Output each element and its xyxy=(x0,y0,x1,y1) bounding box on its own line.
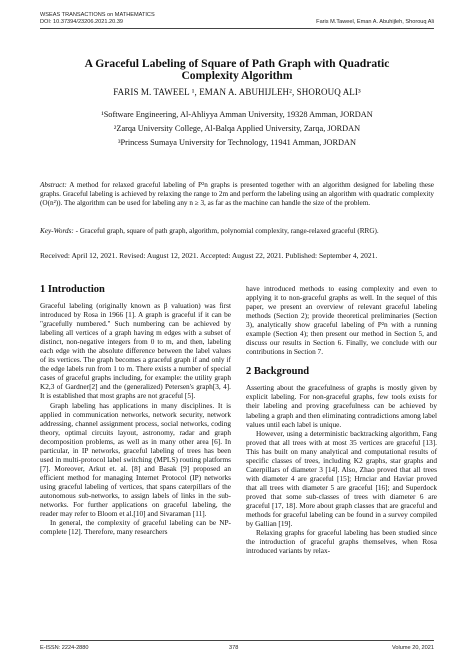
title-line-1: A Graceful Labeling of Square of Path Graph with Quadratic xyxy=(84,57,390,70)
title-line-2: Complexity Algorithm xyxy=(181,69,293,82)
paper-title xyxy=(40,58,434,82)
footer-volume: Volume 20, 2021 xyxy=(392,645,434,651)
header-rule xyxy=(40,28,434,29)
doi: DOI: 10.37394/23206.2021.20.39 xyxy=(40,19,124,25)
paragraph: Asserting about the gracefulness of graphs is mostly given by explicit labeling. For non-graceful graphs, few tools exists for their labeling and proving gracefulness can be achieved by labeling a graph and then eliminating contradictions among label values until each label is unique. xyxy=(246,383,437,429)
left-column xyxy=(40,284,231,536)
keywords xyxy=(40,227,434,236)
abstract xyxy=(40,181,434,208)
paragraph: Graph labeling has applications in many disciplines. It is applied in communication networks, network security, network addressing, channel assignment process, social networks, coding theory, optimal circuits layout, astronomy, radar and graph decomposition problems, as well as in many other area [6]. In particular, in IP networks, graceful labeling of trees has been used in multi-protocol label switching (MPLS) routing platforms [7]. Moreover, Arkut et. al. [8] and Basak [9] proposed an efficient method for managing Internet Protocol (IP) networks using graceful labeling of vertices, that spans caterpillars of the autonomous sub-networks, to assign labels of links in the sub-networks. For further applications on graceful labeling, the reader may refer to Bloom et al.[10] and Sivaraman [11]. xyxy=(40,400,231,519)
abstract-label: Abstract: xyxy=(40,181,67,189)
paragraph: In general, the complexity of graceful labeling can be NP-complete [12]. Therefore, many researchers xyxy=(40,518,231,537)
section-heading-introduction: 1 Introduction xyxy=(40,284,105,295)
paragraph: have introduced methods to easing complexity and even to applying it to non-graceful graphs as well. In the sequel of this paper, we present an overview of relevant graceful labeling methods (Section 2); provide theoretical preliminaries (Section 3), analytically show graceful labeling of P²n with a running example (Section 4); then present our method in Section 5, and discuss our results in Section 6. Finally, we conclude with our contributions in Section 7. xyxy=(246,284,437,357)
paragraph: However, using a deterministic backtracking algorithm, Fang proved that all trees with at most 35 vertices are graceful [13]. This has built on many analytical and computational results of specific classes of trees, including K2 graphs, star graphs and Caterpillars of diameter 3 [14]. Also, Zhao proved that all trees with diameter 4 are graceful [15]; Hrnciar and Haviar proved that all trees with diameter 5 are graceful [16]; and Superdock proved that some sub-classes of trees with diameter 6 are graceful [17, 18]. More about graph classes that are graceful and methods for graceful labeling can be found in a survey compiled by Gallian [19]. xyxy=(246,428,437,529)
affiliation-2: ²Zarqa University College, Al-Balqa Applied University, Zarqa, JORDAN xyxy=(113,124,361,133)
footer-issn: E-ISSN: 2224-2880 xyxy=(40,645,89,651)
paragraph: Graceful labeling (originally known as β valuation) was first introduced by Rosa in 1966 [1]. A graph is graceful if it can be "gracefully numbered." Such numbering can be achieved by labeling all vertices of a graph having m edges with a subset of distinct, non-negative integers from 0 to m, and then, labeling each edge with the absolute difference between the label values of its vertices. The graph becomes a graceful graph if and only if the edge labels run from 1 to m. There exists a number of special cases of graceful graphs including, for example: the utility graph K2,3 of Gardner[2] and the (generalized) Petersen's graph[3, 4]. It is established that most graphs are not graceful [5]. xyxy=(40,301,231,401)
keywords-label: Key-Words: xyxy=(40,227,74,235)
footer-rule xyxy=(40,640,434,641)
publication-dates: Received: April 12, 2021. Revised: August 12, 2021. Accepted: August 22, 2021. Published: September 4, 2021. xyxy=(40,251,378,260)
running-authors: Faris M.Taweel, Eman A. Abuhijleh, Shorouq Ali xyxy=(316,19,434,25)
author-list: FARIS M. TAWEEL ¹, EMAN A. ABUHIJLEH², SHOROUQ ALI³ xyxy=(113,87,361,97)
page-number: 378 xyxy=(229,645,239,651)
section-heading-background: 2 Background xyxy=(246,366,310,378)
affiliation-1: ¹Software Engineering, Al-Ahliyya Amman University, 19328 Amman, JORDAN xyxy=(101,110,373,119)
paragraph: Relaxing graphs for graceful labeling has been studied since the introduction of graceful graphs themselves, when Rosa introduced variants by relax- xyxy=(246,528,437,556)
right-column xyxy=(246,284,437,555)
abstract-text: A method for relaxed graceful labeling of P²n graphs is presented together with an algorithm designed for labeling these graphs. Graceful labeling is achieved by relaxing the range to 2m and perform the labeling using an algorithm with quadratic complexity (O(n²)). The algorithm can be used for labeling any n ≥ 3, as far as the machine can handle the size of the problem. xyxy=(40,181,434,207)
affiliation-3: ³Princess Sumaya University for Technology, 11941 Amman, JORDAN xyxy=(117,138,357,147)
keywords-text: - Graceful graph, square of path graph, algorithm, polynomial complexity, range-relaxed graceful (RRG). xyxy=(75,227,379,235)
journal-name: WSEAS TRANSACTIONS on MATHEMATICS xyxy=(40,12,155,18)
header-journal-block xyxy=(40,12,155,26)
